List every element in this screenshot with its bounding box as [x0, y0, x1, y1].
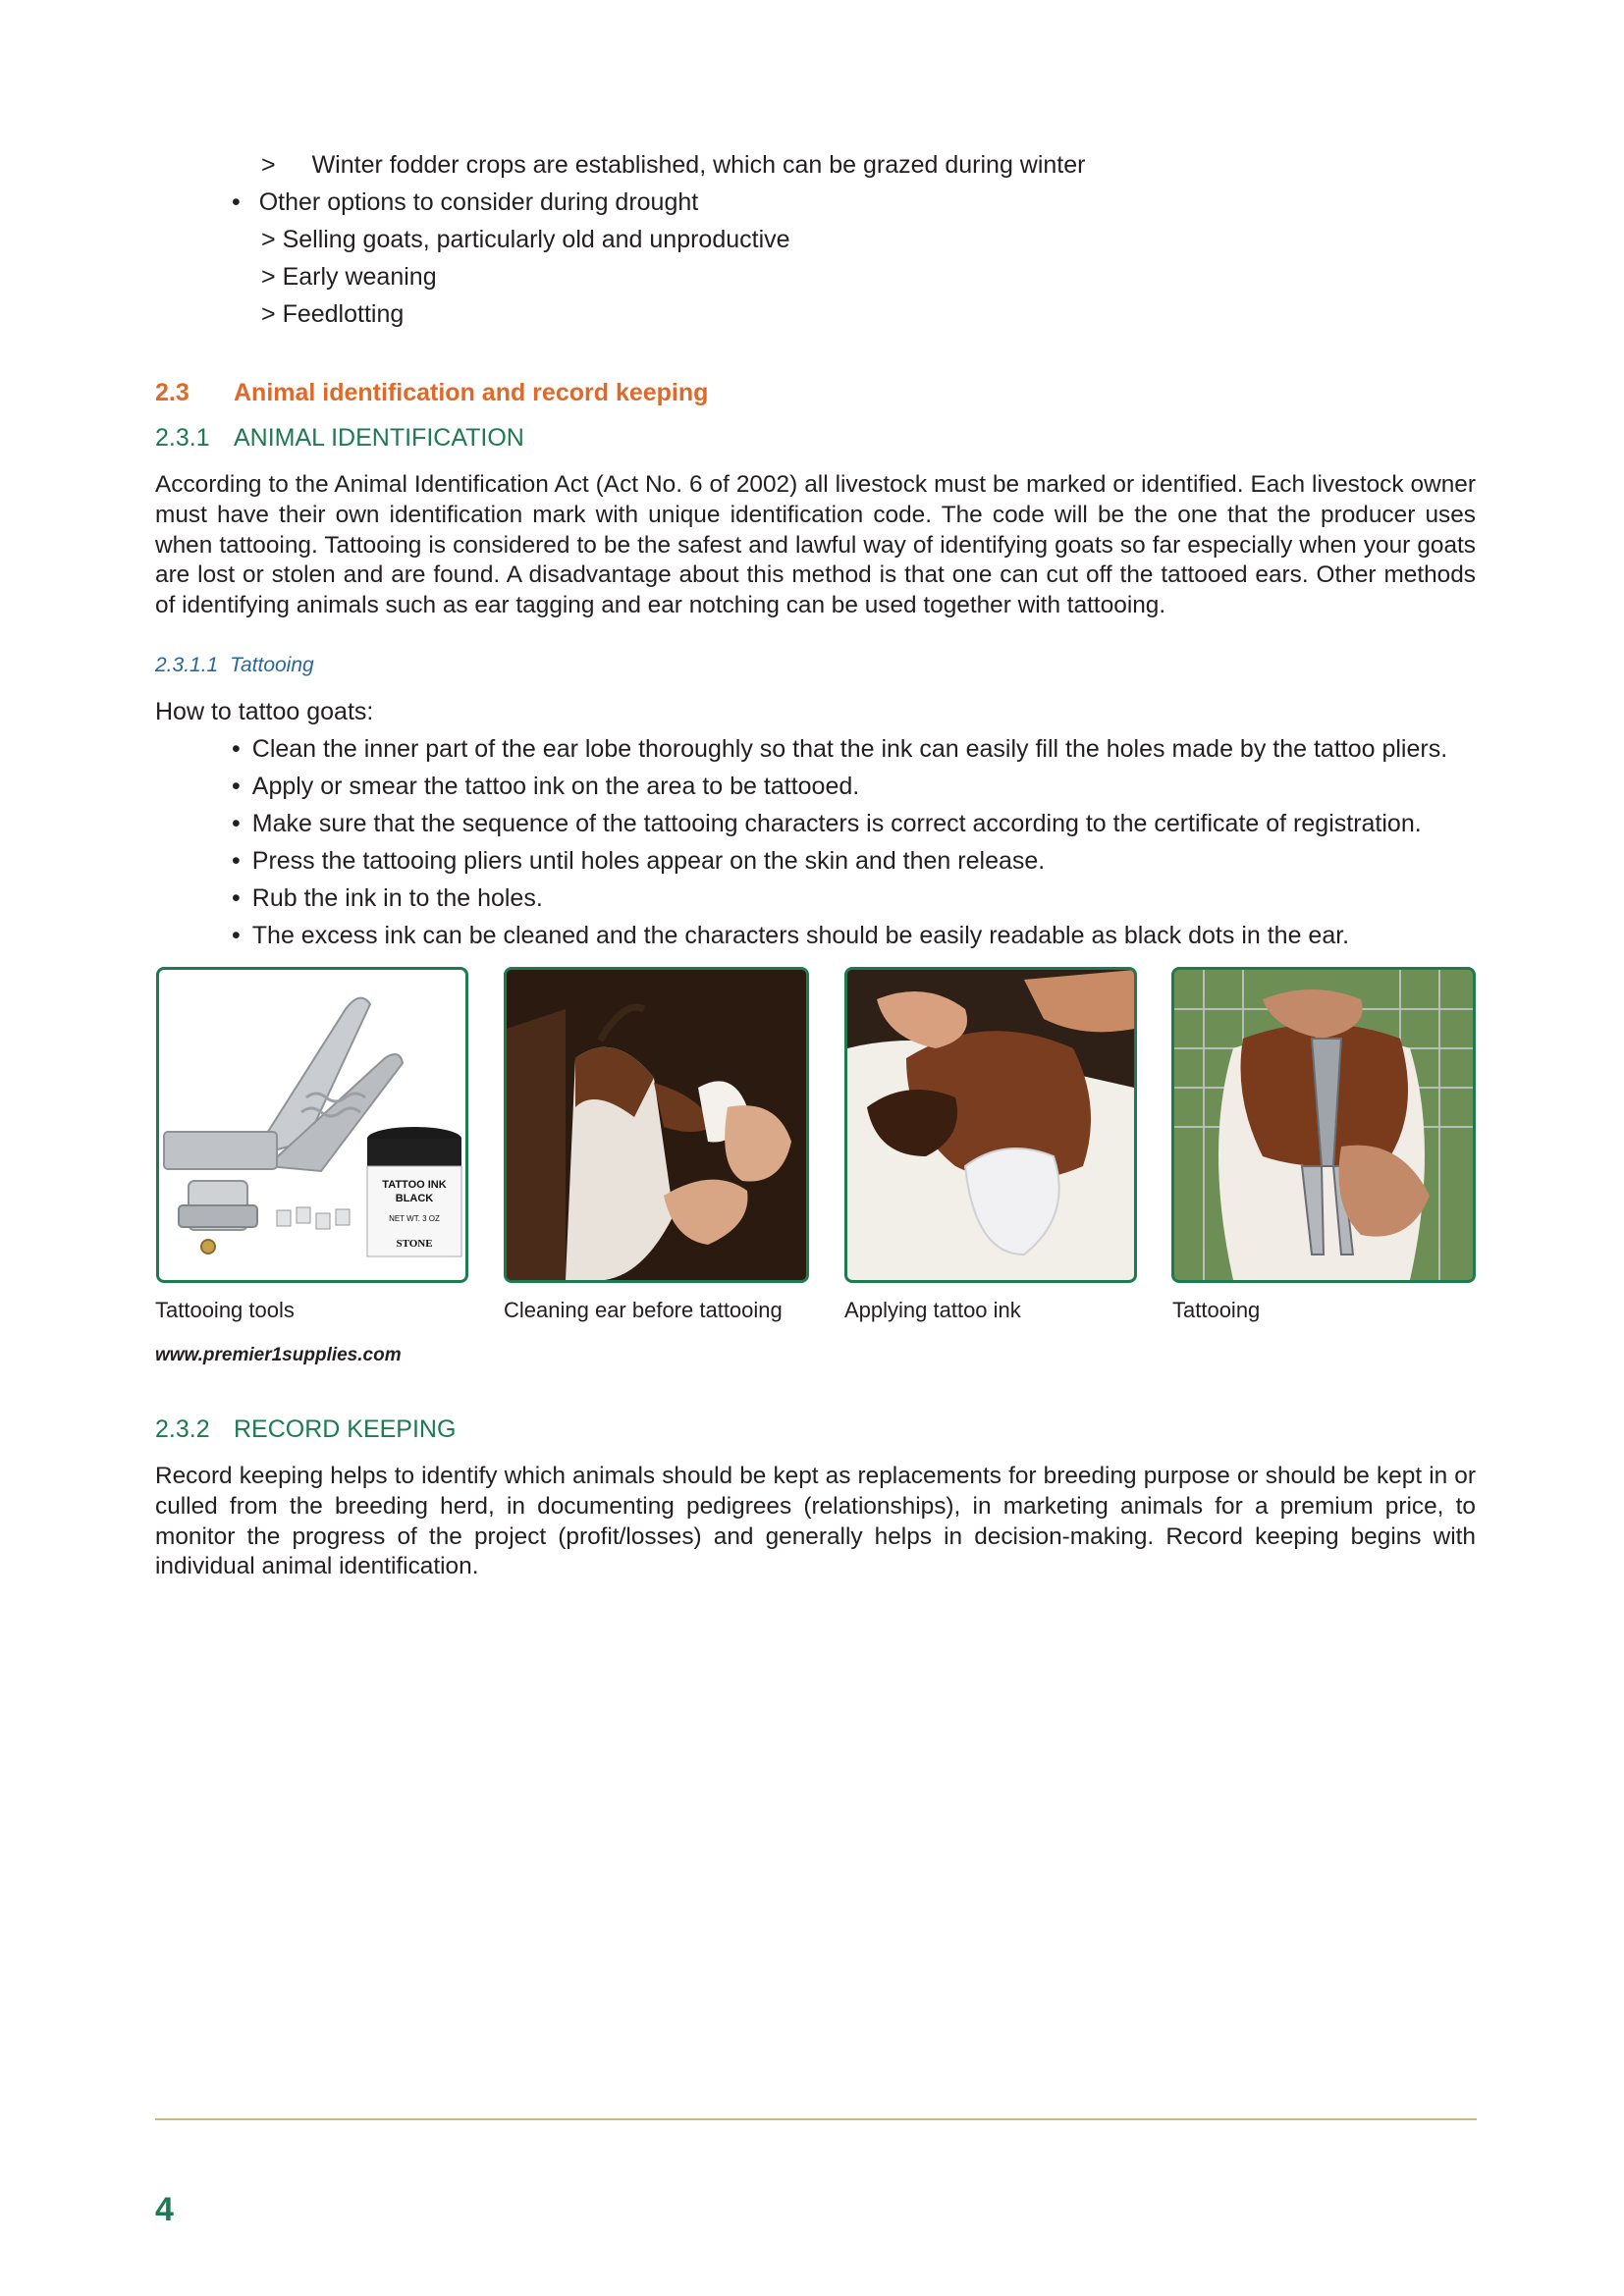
subheading-number: 2.3.1.1: [155, 654, 219, 676]
step-text: Make sure that the sequence of the tattooing characters is correct according to the certificate of registration.: [251, 810, 1422, 837]
caption-cleaning-ear: Cleaning ear before tattooing: [504, 1298, 783, 1322]
section-2-3-1-title: ANIMAL IDENTIFICATION: [234, 424, 524, 452]
section-2-3-2-number: 2.3.2: [155, 1415, 210, 1443]
caption-applying-ink: Applying tattoo ink: [844, 1298, 1021, 1322]
arrow-marker: >: [261, 226, 276, 253]
list-item-text: Winter fodder crops are established, which can be grazed during winter: [311, 151, 1086, 179]
section-2-3-2-title: RECORD KEEPING: [234, 1415, 457, 1443]
tattoo-steps-list: [232, 730, 1447, 954]
footer-divider: [155, 2118, 1477, 2120]
arrow-marker: >: [261, 151, 276, 179]
jar-label-line: STONE: [396, 1238, 433, 1250]
other-options-item: [232, 184, 698, 221]
page-number: 4: [155, 2191, 174, 2228]
list-item: [232, 917, 1447, 954]
list-item: [232, 730, 1447, 768]
cleaning-ear-photo: [504, 967, 809, 1283]
step-text: Apply or smear the tattoo ink on the area to be tattooed.: [251, 773, 860, 800]
arrow-marker: >: [261, 263, 276, 291]
list-item: [232, 880, 1447, 917]
bullet-marker: •: [232, 773, 241, 800]
list-item-text: Early weaning: [282, 263, 437, 291]
caption-tattooing: Tattooing: [1172, 1298, 1261, 1322]
bullet-marker: •: [232, 922, 241, 949]
sub-list-item: [261, 295, 404, 333]
caption-tattooing-tools: Tattooing tools: [155, 1298, 295, 1322]
list-item: [232, 768, 1447, 805]
tattooing-illustration: [1174, 970, 1473, 1280]
photo-credit: www.premier1supplies.com: [155, 1345, 402, 1365]
list-item: [232, 842, 1447, 880]
bullet-marker: •: [232, 810, 241, 837]
tattooing-tools-photo: [156, 967, 468, 1283]
winter-fodder-item: [261, 146, 1085, 184]
applying-tattoo-ink-photo: [844, 967, 1137, 1283]
list-item-text: Feedlotting: [282, 300, 405, 328]
subheading-title: Tattooing: [230, 654, 314, 676]
jar-label-line: BLACK: [395, 1193, 434, 1204]
tattoo-pliers-and-ink-illustration: [159, 970, 465, 1280]
jar-label-line: NET WT. 3 OZ: [389, 1214, 440, 1223]
how-to-intro: How to tattoo goats:: [155, 698, 374, 725]
step-text: The excess ink can be cleaned and the characters should be easily readable as black dots in the ear.: [251, 922, 1350, 949]
section-2-3-number: 2.3: [155, 379, 189, 406]
list-item-text: Other options to consider during drought: [258, 188, 699, 216]
section-2-3-1-number: 2.3.1: [155, 424, 210, 452]
applying-ink-illustration: [847, 970, 1134, 1280]
cleaning-ear-illustration: [507, 970, 806, 1280]
sub-list-item: [261, 221, 790, 258]
step-text: Clean the inner part of the ear lobe thoroughly so that the ink can easily fill the holes made by the tattoo pliers.: [251, 735, 1448, 763]
tattooing-photo: [1171, 967, 1476, 1283]
record-keeping-paragraph: Record keeping helps to identify which animals should be kept as replacements for breeding purpose or should be kept in or culled from the breeding herd, in documenting pedigrees (relationships), in marketing animals for a premium price, to monitor the progress of the project (profit/losses) and generally helps in decision-making. Record keeping begins with individual animal identification.: [155, 1463, 1476, 1580]
bullet-marker: •: [232, 847, 241, 875]
jar-label-line: TATTOO INK: [382, 1179, 447, 1191]
sub-list-item: [261, 258, 437, 295]
tattooing-subheading: [155, 654, 314, 677]
list-item-text: Selling goats, particularly old and unproductive: [282, 226, 790, 253]
list-item: [232, 805, 1447, 842]
bullet-marker: •: [232, 884, 241, 912]
animal-identification-paragraph: According to the Animal Identification Act (Act No. 6 of 2002) all livestock must be marked or identified. Each livestock owner must have their own identification mark with unique identification code. The code will be the one that the producer uses when tattooing. Tattooing is considered to be the safest and lawful way of identifying goats so far especially when your goats are lost or stolen and are found. A disadvantage about this method is that one can cut off the tattooed ears. Other methods of identifying animals such as ear tagging and ear notching can be used together with tattooing.: [155, 471, 1476, 619]
step-text: Press the tattooing pliers until holes appear on the skin and then release.: [251, 847, 1046, 875]
arrow-marker: >: [261, 300, 276, 328]
step-text: Rub the ink in to the holes.: [251, 884, 543, 912]
bullet-marker: •: [232, 735, 241, 763]
bullet-marker: •: [232, 188, 241, 216]
section-2-3-title: Animal identification and record keeping: [234, 379, 709, 406]
